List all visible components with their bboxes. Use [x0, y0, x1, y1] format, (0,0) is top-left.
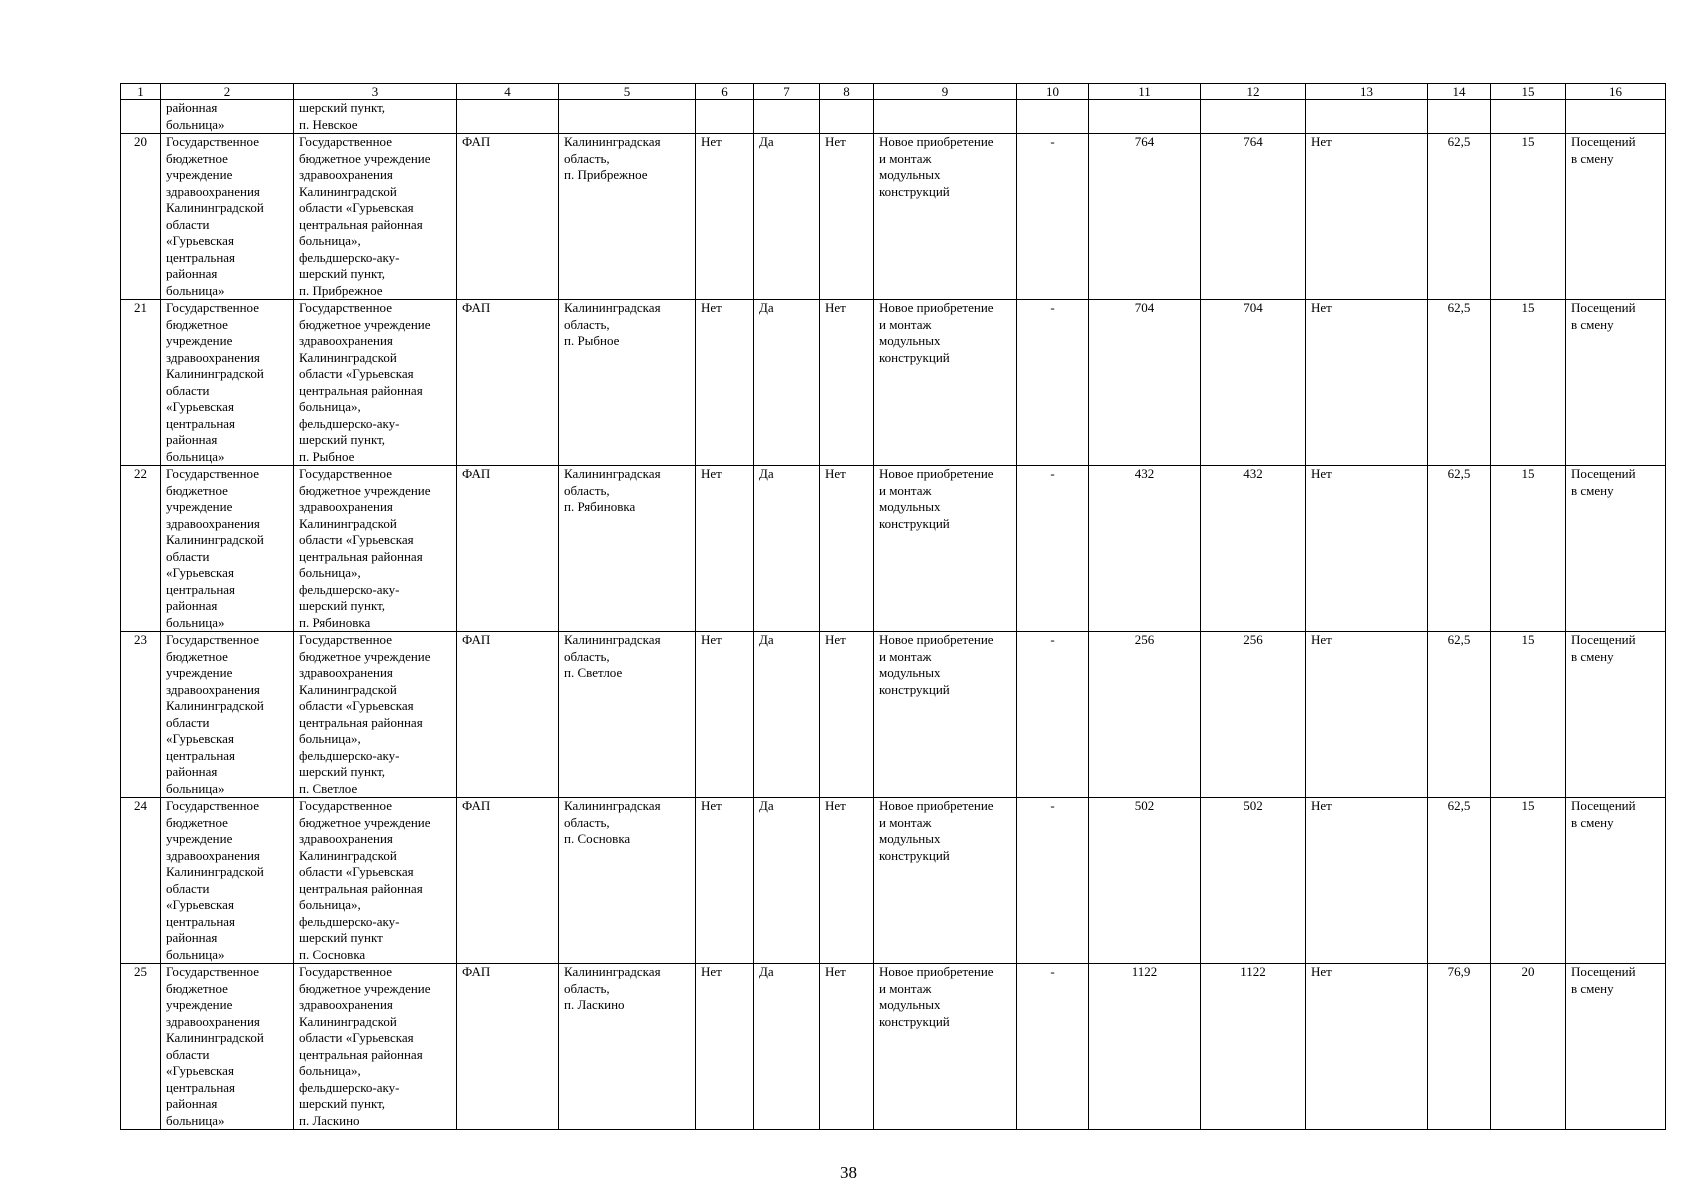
- table-cell: Нет: [1306, 964, 1428, 1130]
- table-cell: Государственное бюджетное учреждение здравоохранения Калининградской области «Гурьевская центральная районная больница», фельдшерско-аку- шерский пункт, п. Рыбное: [294, 300, 457, 466]
- table-cell: 20: [1491, 964, 1566, 1130]
- table-cell: [457, 100, 559, 134]
- table-cell: 62,5: [1428, 300, 1491, 466]
- table-cell: Новое приобретение и монтаж модульных конструкций: [874, 300, 1017, 466]
- table-cell: [754, 100, 820, 134]
- table-cell: ФАП: [457, 466, 559, 632]
- table-row: [121, 300, 1666, 466]
- table-cell: 764: [1201, 134, 1306, 300]
- table-cell: Нет: [696, 964, 754, 1130]
- column-header: 12: [1201, 84, 1306, 100]
- table-cell: Нет: [1306, 466, 1428, 632]
- table-cell: Государственное бюджетное учреждение здравоохранения Калининградской области «Гурьевская центральная районная больница», фельдшерско-аку- шерский пункт, п. Рябиновка: [294, 466, 457, 632]
- table-cell: [1306, 100, 1428, 134]
- table-header: [121, 84, 1666, 100]
- table-cell: 21: [121, 300, 161, 466]
- table-cell: Калининградская область, п. Рыбное: [559, 300, 696, 466]
- table-cell: 1122: [1201, 964, 1306, 1130]
- column-header: 4: [457, 84, 559, 100]
- table-cell: 1122: [1089, 964, 1201, 1130]
- table-cell: 20: [121, 134, 161, 300]
- table-cell: [1017, 100, 1089, 134]
- table-cell: Нет: [1306, 134, 1428, 300]
- table-cell: 15: [1491, 134, 1566, 300]
- column-header: 8: [820, 84, 874, 100]
- table-row: [121, 100, 1666, 134]
- table-body: [121, 100, 1666, 1130]
- table-cell: Нет: [696, 134, 754, 300]
- table-row: [121, 466, 1666, 632]
- table-cell: 764: [1089, 134, 1201, 300]
- table-cell: Государственное бюджетное учреждение здравоохранения Калининградской области «Гурьевская центральная районная больница», фельдшерско-аку- шерский пункт п. Сосновка: [294, 798, 457, 964]
- table-cell: Нет: [820, 964, 874, 1130]
- table-cell: 62,5: [1428, 466, 1491, 632]
- table-cell: Государственное бюджетное учреждение здравоохранения Калининградской области «Гурьевская центральная районная больница», фельдшерско-аку- шерский пункт, п. Ласкино: [294, 964, 457, 1130]
- table-cell: ФАП: [457, 964, 559, 1130]
- table-cell: [696, 100, 754, 134]
- table-cell: Калининградская область, п. Сосновка: [559, 798, 696, 964]
- table-cell: -: [1017, 798, 1089, 964]
- table-cell: 704: [1201, 300, 1306, 466]
- table-cell: Государственное бюджетное учреждение здравоохранения Калининградской области «Гурьевская центральная районная больница»: [161, 632, 294, 798]
- table-row: [121, 632, 1666, 798]
- table-cell: Нет: [696, 466, 754, 632]
- table-cell: [1428, 100, 1491, 134]
- table-cell: [1566, 100, 1666, 134]
- table-cell: 23: [121, 632, 161, 798]
- column-header: 14: [1428, 84, 1491, 100]
- table-cell: ФАП: [457, 798, 559, 964]
- table-cell: Новое приобретение и монтаж модульных конструкций: [874, 134, 1017, 300]
- table-row: [121, 964, 1666, 1130]
- table-cell: ФАП: [457, 632, 559, 798]
- table-cell: Нет: [1306, 300, 1428, 466]
- table-cell: Нет: [696, 632, 754, 798]
- table-cell: 432: [1089, 466, 1201, 632]
- table-cell: 22: [121, 466, 161, 632]
- table-cell: Нет: [820, 632, 874, 798]
- table-cell: Государственное бюджетное учреждение здравоохранения Калининградской области «Гурьевская центральная районная больница», фельдшерско-аку- шерский пункт, п. Светлое: [294, 632, 457, 798]
- table-cell: Посещений в смену: [1566, 964, 1666, 1130]
- table-cell: 502: [1201, 798, 1306, 964]
- page-number: 38: [840, 1163, 857, 1182]
- table-cell: [1089, 100, 1201, 134]
- table-cell: Калининградская область, п. Рябиновка: [559, 466, 696, 632]
- column-header: 16: [1566, 84, 1666, 100]
- table-cell: -: [1017, 964, 1089, 1130]
- column-header: 6: [696, 84, 754, 100]
- column-header: 11: [1089, 84, 1201, 100]
- column-header: 5: [559, 84, 696, 100]
- table-cell: Новое приобретение и монтаж модульных конструкций: [874, 632, 1017, 798]
- header-row: [121, 84, 1666, 100]
- table-cell: Нет: [1306, 632, 1428, 798]
- table-cell: 432: [1201, 466, 1306, 632]
- table-cell: [559, 100, 696, 134]
- table-cell: 502: [1089, 798, 1201, 964]
- table-cell: районная больница»: [161, 100, 294, 134]
- table-cell: Нет: [1306, 798, 1428, 964]
- table-cell: Нет: [820, 134, 874, 300]
- table-cell: шерский пункт, п. Невское: [294, 100, 457, 134]
- table-cell: Нет: [696, 300, 754, 466]
- table-cell: ФАП: [457, 134, 559, 300]
- table-cell: 76,9: [1428, 964, 1491, 1130]
- table-cell: Нет: [820, 466, 874, 632]
- table-cell: Нет: [820, 300, 874, 466]
- table-cell: Нет: [696, 798, 754, 964]
- table-cell: Калининградская область, п. Светлое: [559, 632, 696, 798]
- table-cell: Посещений в смену: [1566, 798, 1666, 964]
- table-cell: [820, 100, 874, 134]
- table-cell: Государственное бюджетное учреждение здравоохранения Калининградской области «Гурьевская центральная районная больница»: [161, 964, 294, 1130]
- column-header: 7: [754, 84, 820, 100]
- table-row: [121, 134, 1666, 300]
- table-cell: Государственное бюджетное учреждение здравоохранения Калининградской области «Гурьевская центральная районная больница»: [161, 798, 294, 964]
- table-cell: [1491, 100, 1566, 134]
- table-cell: Калининградская область, п. Прибрежное: [559, 134, 696, 300]
- table-cell: Посещений в смену: [1566, 134, 1666, 300]
- column-header: 15: [1491, 84, 1566, 100]
- column-header: 13: [1306, 84, 1428, 100]
- table-cell: 25: [121, 964, 161, 1130]
- table-cell: Государственное бюджетное учреждение здравоохранения Калининградской области «Гурьевская центральная районная больница»: [161, 300, 294, 466]
- table-cell: Новое приобретение и монтаж модульных конструкций: [874, 798, 1017, 964]
- table-cell: 15: [1491, 798, 1566, 964]
- table-cell: 15: [1491, 632, 1566, 798]
- table-cell: Да: [754, 300, 820, 466]
- table-cell: [121, 100, 161, 134]
- table-cell: Да: [754, 466, 820, 632]
- table-cell: Да: [754, 964, 820, 1130]
- table-cell: Новое приобретение и монтаж модульных конструкций: [874, 466, 1017, 632]
- table-cell: -: [1017, 134, 1089, 300]
- table-cell: Государственное бюджетное учреждение здравоохранения Калининградской области «Гурьевская центральная районная больница», фельдшерско-аку- шерский пункт, п. Прибрежное: [294, 134, 457, 300]
- table-cell: ФАП: [457, 300, 559, 466]
- table-cell: Государственное бюджетное учреждение здравоохранения Калининградской области «Гурьевская центральная районная больница»: [161, 134, 294, 300]
- table-cell: 15: [1491, 466, 1566, 632]
- table-cell: Да: [754, 798, 820, 964]
- table-cell: -: [1017, 300, 1089, 466]
- column-header: 2: [161, 84, 294, 100]
- table-cell: 704: [1089, 300, 1201, 466]
- table-cell: Калининградская область, п. Ласкино: [559, 964, 696, 1130]
- table-cell: Государственное бюджетное учреждение здравоохранения Калининградской области «Гурьевская центральная районная больница»: [161, 466, 294, 632]
- table-row: [121, 798, 1666, 964]
- table-cell: 62,5: [1428, 632, 1491, 798]
- table-cell: [874, 100, 1017, 134]
- table-cell: Посещений в смену: [1566, 632, 1666, 798]
- table-cell: Да: [754, 134, 820, 300]
- column-header: 3: [294, 84, 457, 100]
- table-cell: 256: [1089, 632, 1201, 798]
- table-cell: Новое приобретение и монтаж модульных конструкций: [874, 964, 1017, 1130]
- column-header: 9: [874, 84, 1017, 100]
- data-table: [120, 83, 1666, 1130]
- table-cell: Нет: [820, 798, 874, 964]
- table-cell: 24: [121, 798, 161, 964]
- table-cell: Посещений в смену: [1566, 300, 1666, 466]
- table-cell: 62,5: [1428, 134, 1491, 300]
- table-cell: -: [1017, 632, 1089, 798]
- table-cell: [1201, 100, 1306, 134]
- column-header: 10: [1017, 84, 1089, 100]
- table-cell: 62,5: [1428, 798, 1491, 964]
- table-cell: 15: [1491, 300, 1566, 466]
- table-cell: 256: [1201, 632, 1306, 798]
- table-cell: -: [1017, 466, 1089, 632]
- table-cell: Да: [754, 632, 820, 798]
- column-header: 1: [121, 84, 161, 100]
- table-cell: Посещений в смену: [1566, 466, 1666, 632]
